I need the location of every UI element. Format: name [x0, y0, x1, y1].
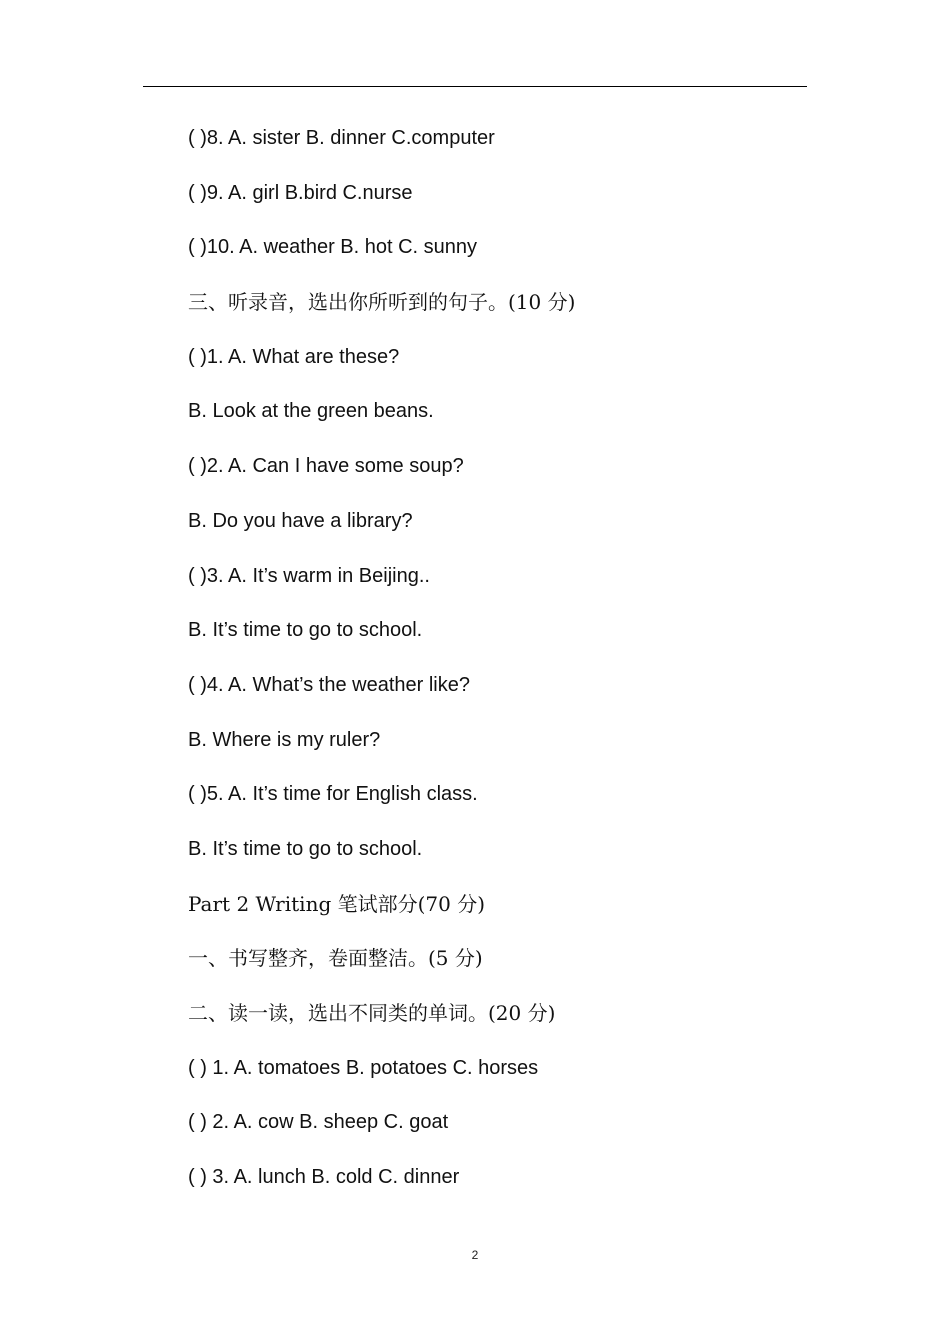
sentence-item-3a: ( )3. A. It’s warm in Beijing.. — [188, 564, 430, 587]
header-rule — [143, 86, 807, 87]
document-body — [188, 124, 828, 1218]
section-heading-odd-one-out: 二、读一读，选出不同类的单词。(20 分) — [188, 1001, 556, 1025]
part-2-writing-heading: Part 2 Writing 笔试部分(70 分) — [188, 891, 486, 916]
question-line-10: ( )10. A. weather B. hot C. sunny — [188, 236, 478, 259]
sentence-item-5b: B. It’s time to go to school. — [188, 837, 423, 860]
section-heading-handwriting: 一、书写整齐，卷面整洁。(5 分) — [188, 946, 483, 971]
odd-one-out-item-3: ( ) 3. A. lunch B. cold C. dinner — [188, 1166, 460, 1189]
sentence-item-3b: B. It’s time to go to school. — [188, 619, 423, 642]
sentence-item-2b: B. Do you have a library? — [188, 509, 413, 532]
sentence-item-5a: ( )5. A. It’s time for English class. — [188, 783, 478, 806]
question-line-8: ( )8. A. sister B. dinner C.computer — [188, 127, 495, 149]
sentence-item-4b: B. Where is my ruler? — [188, 728, 381, 751]
odd-one-out-item-2: ( ) 2. A. cow B. sheep C. goat — [188, 1111, 449, 1134]
sentence-item-2a: ( )2. A. Can I have some soup? — [188, 455, 464, 478]
question-line-9: ( )9. A. girl B.bird C.nurse — [188, 181, 413, 204]
page-number: 2 — [471, 1248, 479, 1262]
sentence-item-4a: ( )4. A. What’s the weather like? — [188, 673, 470, 696]
sentence-item-1b: B. Look at the green beans. — [188, 400, 434, 423]
section-heading-listening-sentences: 三、听录音，选出你所听到的句子。(10 分) — [188, 290, 576, 315]
odd-one-out-item-1: ( ) 1. A. tomatoes B. potatoes C. horses — [188, 1056, 539, 1079]
sentence-item-1a: ( )1. A. What are these? — [188, 345, 400, 368]
